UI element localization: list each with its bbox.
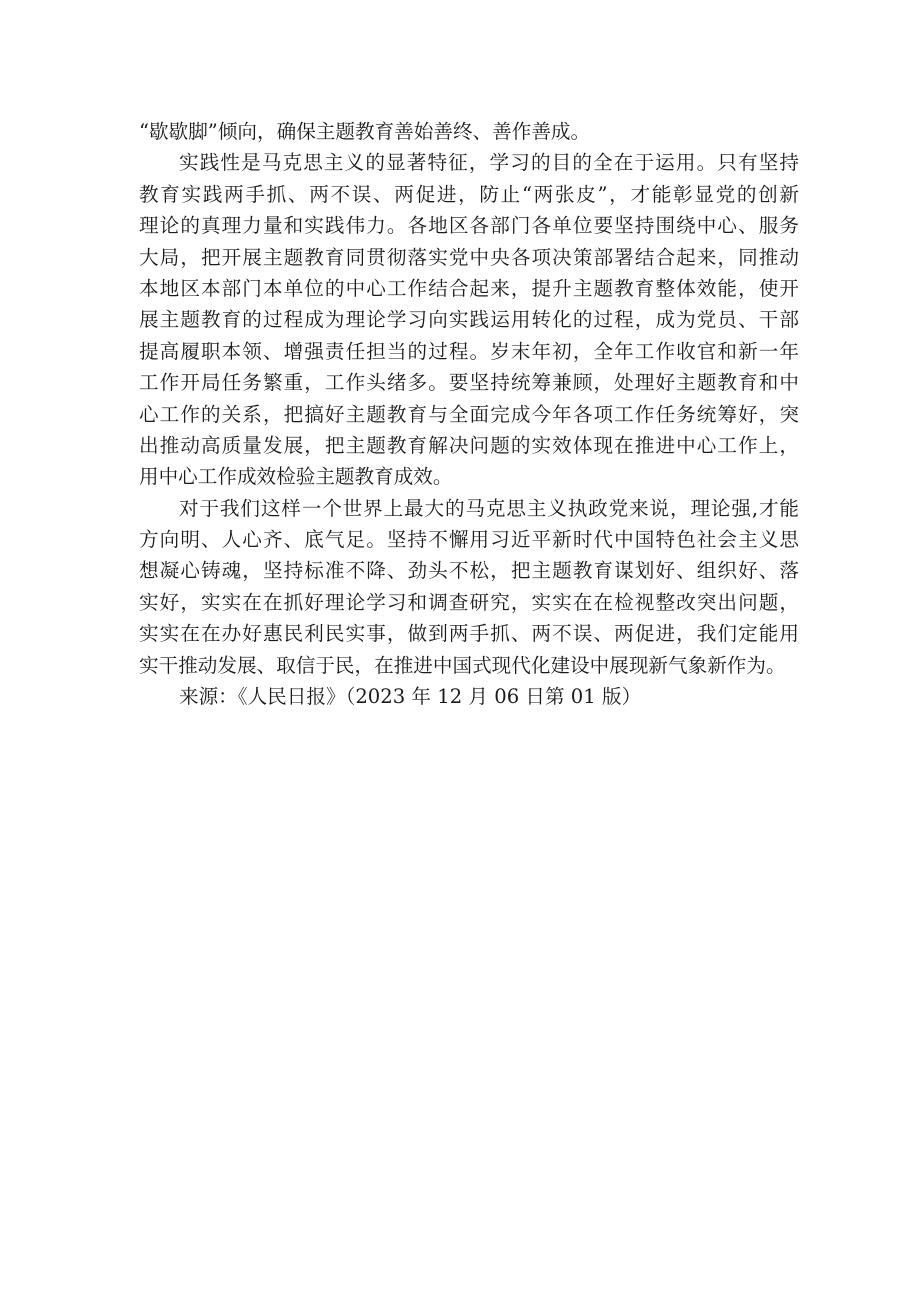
paragraph-line: 出推动高质量发展，把主题教育解决问题的实效体现在推进中心工作上， — [139, 433, 799, 457]
paragraph-line: 方向明、人心齐、底气足。坚持不懈用习近平新时代中国特色社会主义思 — [139, 528, 799, 552]
article-body — [139, 116, 799, 712]
paragraph-line: 展主题教育的过程成为理论学习向实践运用转化的过程，成为党员、干部 — [139, 308, 799, 332]
paragraph-line: 教育实践两手抓、两不误、两促进，防止“两张皮”，才能彰显党的创新 — [139, 182, 799, 206]
paragraph-line: 理论的真理力量和实践伟力。各地区各部门各单位要坚持围绕中心、服务 — [139, 214, 799, 238]
paragraph-line: 提高履职本领、增强责任担当的过程。岁末年初，全年工作收官和新一年 — [139, 339, 799, 363]
source-citation: 来源：《人民日报》（2023 年 12 月 06 日第 01 版） — [179, 685, 642, 709]
paragraph-line: 实践性是马克思主义的显著特征，学习的目的全在于运用。只有坚持 — [179, 151, 799, 175]
paragraph-line: 心工作的关系，把搞好主题教育与全面完成今年各项工作任务统筹好，突 — [139, 402, 799, 426]
paragraph-line: “歇歇脚”倾向，确保主题教育善始善终、善作善成。 — [139, 120, 591, 143]
paragraph-line: 大局，把开展主题教育同贯彻落实党中央各项决策部署结合起来，同推动 — [139, 245, 799, 269]
paragraph-line: 本地区本部门本单位的中心工作结合起来，提升主题教育整体效能，使开 — [139, 276, 799, 300]
paragraph-line: 用中心工作成效检验主题教育成效。 — [139, 465, 453, 489]
paragraph-line: 实好，实实在在抓好理论学习和调查研究，实实在在检视整改突出问题， — [139, 590, 799, 614]
paragraph-line: 实干推动发展、取信于民，在推进中国式现代化建设中展现新气象新作为。 — [139, 653, 786, 677]
paragraph-line: 工作开局任务繁重，工作头绪多。要坚持统筹兼顾，处理好主题教育和中 — [139, 371, 799, 395]
paragraph-line: 实实在在办好惠民利民实事，做到两手抓、两不误、两促进，我们定能用 — [139, 622, 799, 646]
paragraph-line: 想凝心铸魂，坚持标准不降、劲头不松，把主题教育谋划好、组织好、落 — [139, 559, 799, 583]
paragraph-line: 对于我们这样一个世界上最大的马克思主义执政党来说，理论强,才能 — [179, 496, 799, 520]
